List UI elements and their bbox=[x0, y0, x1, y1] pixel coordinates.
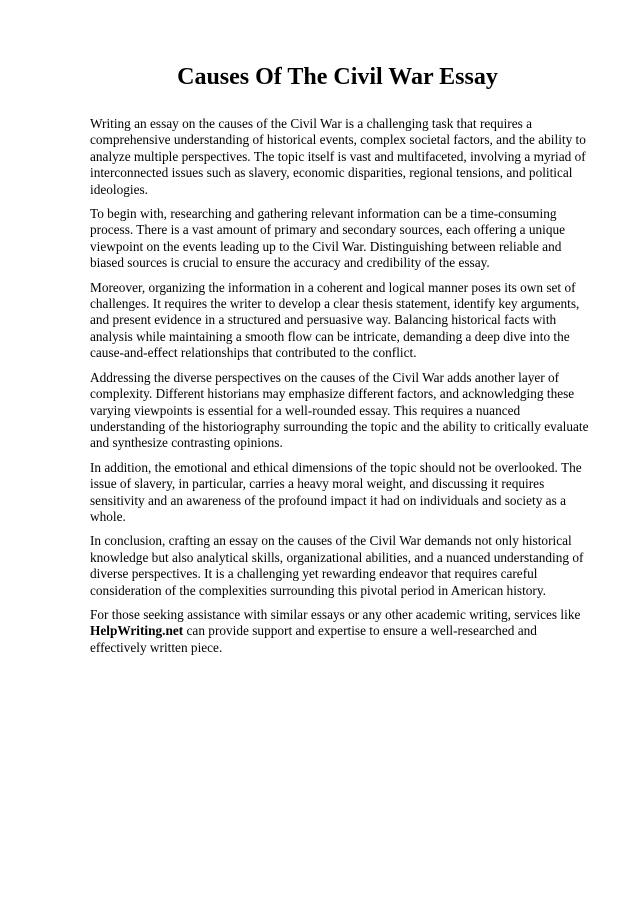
paragraph-perspectives: Addressing the diverse perspectives on the causes of the Civil War adds another layer of complexity. Different historians may emphasize different factors, and acknowledging these varying viewpoints is essential for a well-rounded essay. This requires a nuanced understanding of the historiography surrounding the topic and the ability to critically evaluate and synthesize contrasting opinions. bbox=[90, 369, 589, 451]
page-title: Causes Of The Civil War Essay bbox=[177, 64, 498, 90]
closing-text-after: can provide support and expertise to ensure a well-researched and effectively written piece. bbox=[90, 623, 537, 655]
paragraph-research: To begin with, researching and gathering relevant information can be a time-consuming process. There is a vast amount of primary and secondary sources, each offering a unique viewpoint on the events leading up to the Civil War. Distinguishing between reliable and biased sources is crucial to ensure the accuracy and credibility of the essay. bbox=[90, 206, 566, 271]
closing-text-before: For those seeking assistance with similar essays or any other academic writing, services like bbox=[90, 606, 581, 622]
paragraph-conclusion: In conclusion, crafting an essay on the causes of the Civil War demands not only historical knowledge but also analytical skills, organizational abilities, and a nuanced understanding of diverse perspectives. It is a challenging yet rewarding endeavor that requires careful consideration of the complexities surrounding this pivotal period in American history. bbox=[90, 533, 584, 598]
paragraph-organization: Moreover, organizing the information in a coherent and logical manner poses its own set of challenges. It requires the writer to develop a clear thesis statement, identify key arguments, and present evidence in a structured and persuasive way. Balancing historical facts with analysis while maintaining a smooth flow can be intricate, demanding a deep dive into the cause-and-effect relationships that contributed to the conflict. bbox=[90, 279, 580, 361]
brand-name: HelpWriting.net bbox=[90, 623, 184, 639]
paragraph-intro: Writing an essay on the causes of the Civil War is a challenging task that requires a comprehensive understanding of historical events, complex societal factors, and the ability to analyze multiple perspectives. The topic itself is vast and multifaceted, involving a myriad of interconnected issues such as slavery, economic disparities, regional tensions, and political ideologies. bbox=[90, 116, 586, 197]
paragraph-ethics: In addition, the emotional and ethical dimensions of the topic should not be overlooked. The issue of slavery, in particular, carries a heavy moral weight, and discussing it requires sensitivity and an awareness of the profound impact it had on individuals and society as a whole. bbox=[90, 459, 582, 524]
paragraph-closing bbox=[90, 607, 590, 656]
